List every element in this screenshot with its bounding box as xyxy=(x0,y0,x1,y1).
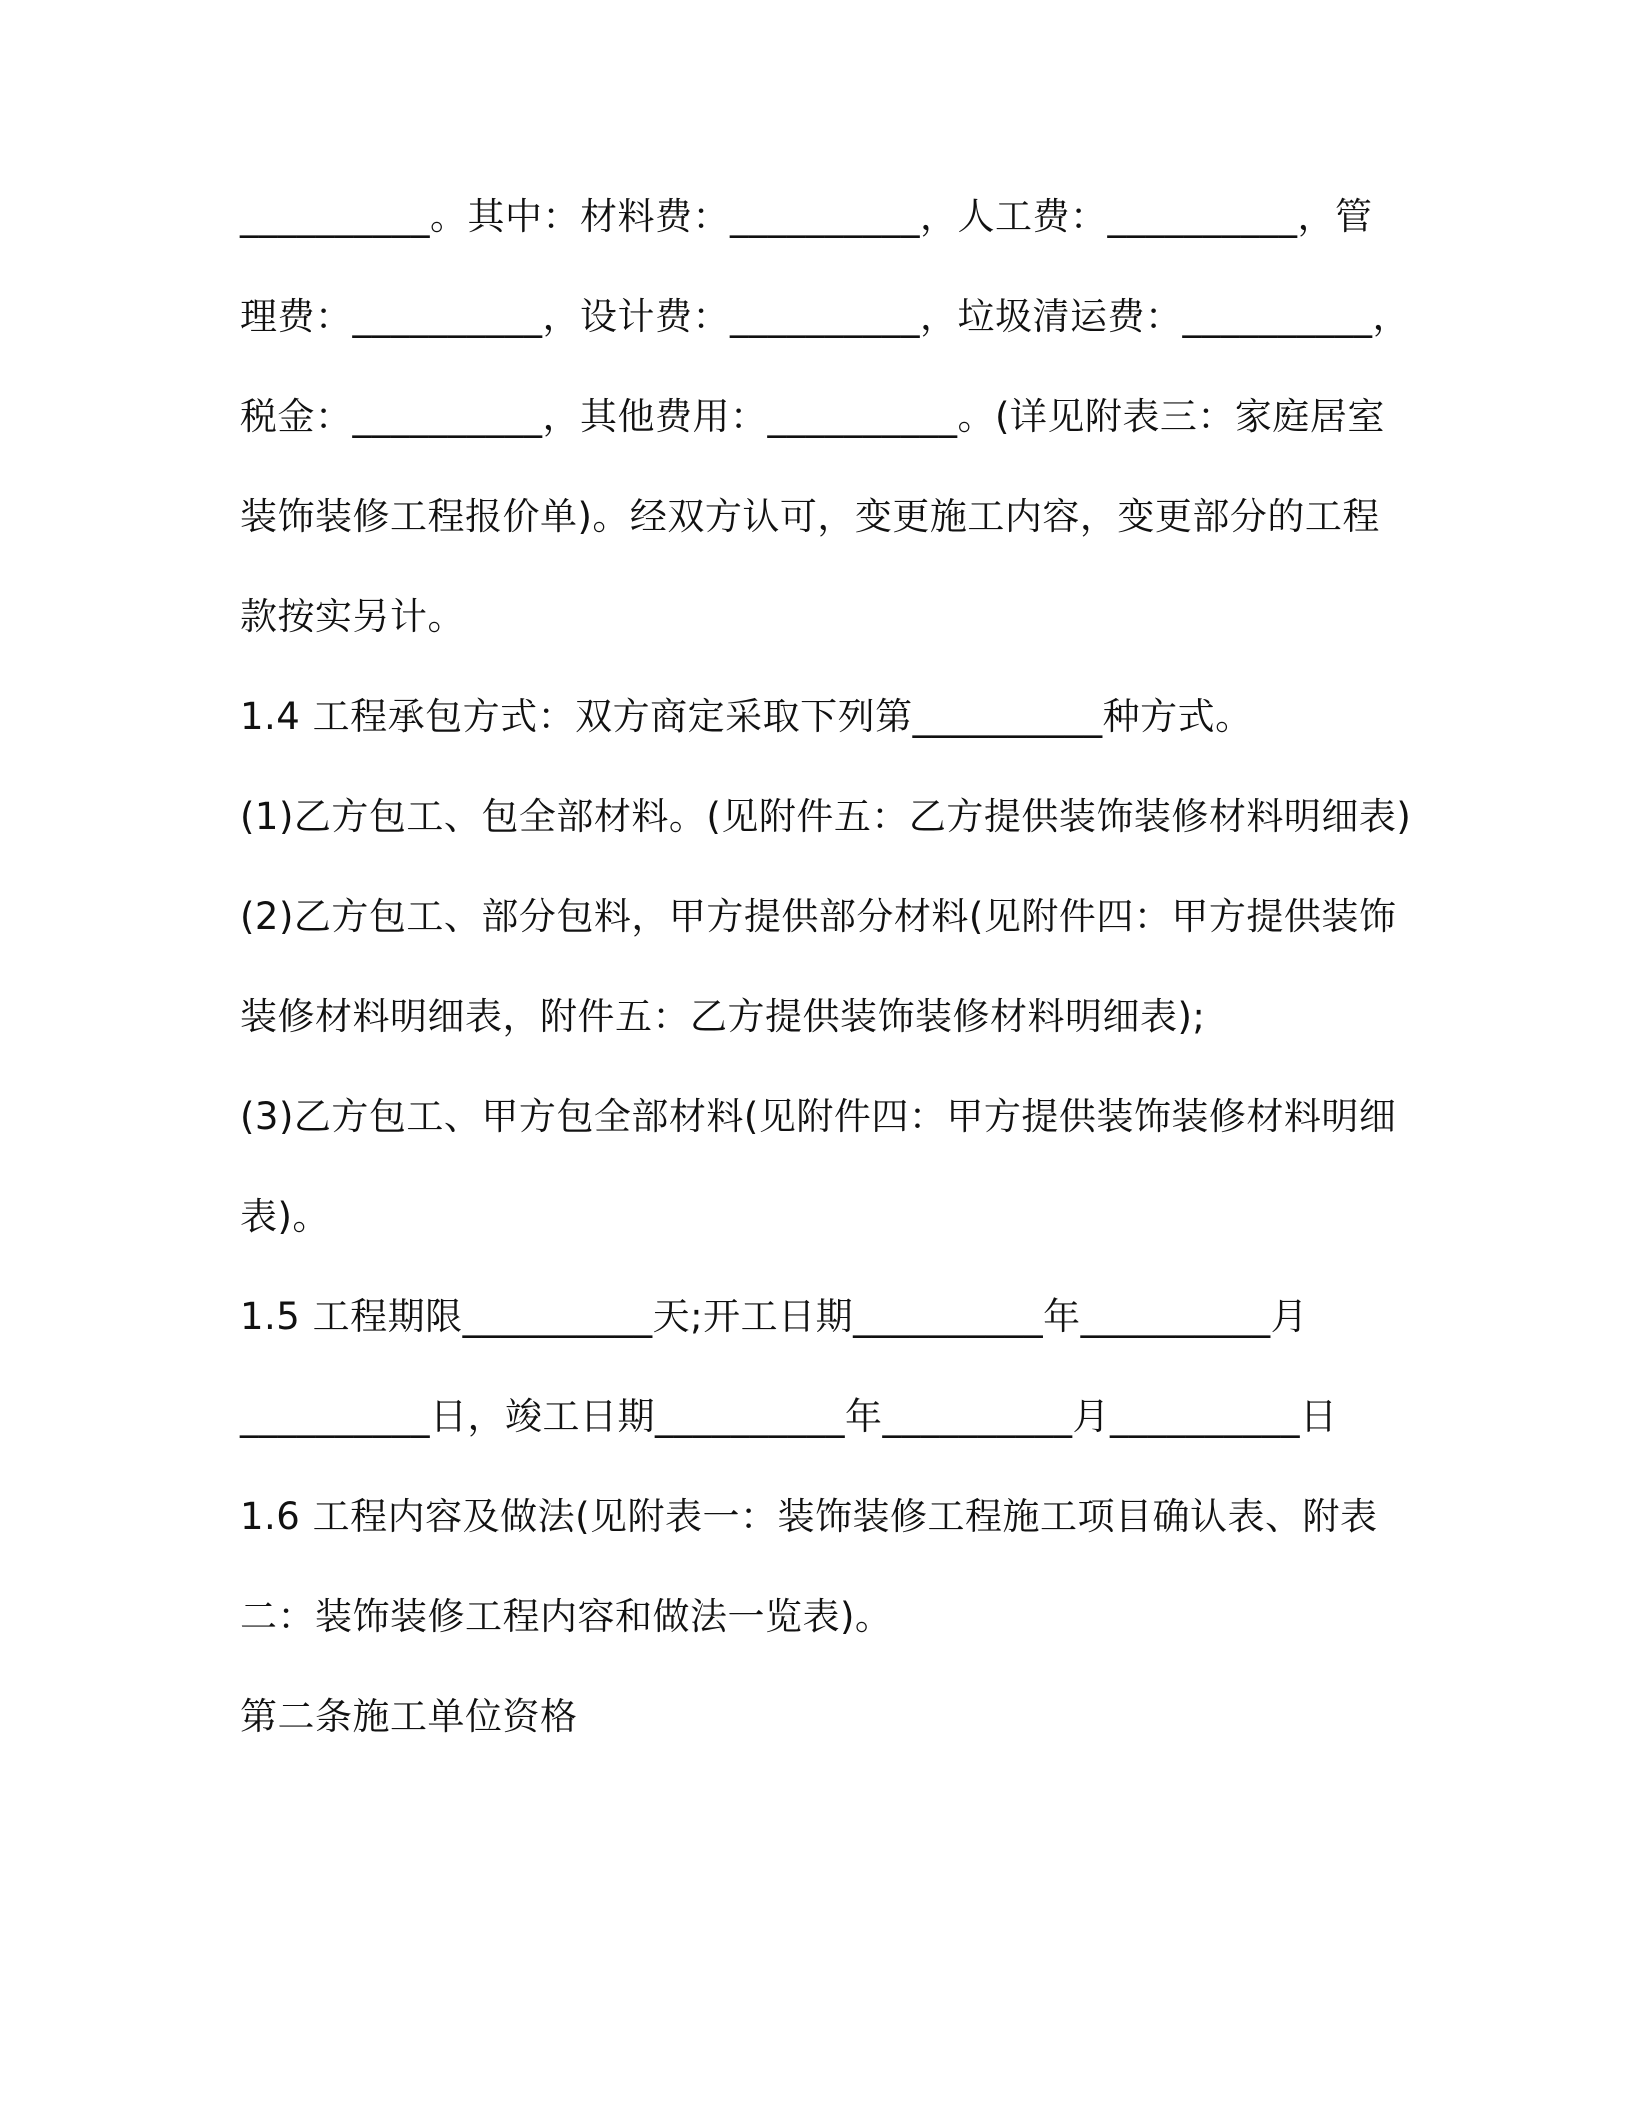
section-1-4-heading: 1.4 工程承包方式：双方商定采取下列第__________种方式。 xyxy=(240,695,1253,738)
option-1: (1)乙方包工、包全部材料。(见附件五：乙方提供装饰装修材料明细表) xyxy=(240,795,1412,838)
section-1-5-cont: __________日，竣工日期__________年__________月__________日 xyxy=(240,1395,1338,1438)
section-1-6-cont: 二：装饰装修工程内容和做法一览表)。 xyxy=(240,1595,893,1638)
section-1-6-heading: 1.6 工程内容及做法(见附表一：装饰装修工程施工项目确认表、附表 xyxy=(240,1495,1378,1538)
article-2-heading: 第二条施工单位资格 xyxy=(240,1695,578,1738)
section-1-5-heading: 1.5 工程期限__________天;开工日期__________年__________月 xyxy=(240,1295,1309,1338)
option-2-cont: 装修材料明细表，附件五：乙方提供装饰装修材料明细表); xyxy=(240,995,1206,1038)
text-line-quote: 装饰装修工程报价单)。经双方认可，变更施工内容，变更部分的工程 xyxy=(240,495,1380,538)
text-line-tax: 税金：__________，其他费用：__________。(详见附表三：家庭居室 xyxy=(240,395,1385,438)
option-3: (3)乙方包工、甲方包全部材料(见附件四：甲方提供装饰装修材料明细 xyxy=(240,1095,1397,1138)
text-line-cost-breakdown: __________。其中：材料费：__________，人工费：__________，管 xyxy=(240,195,1373,238)
option-2: (2)乙方包工、部分包料，甲方提供部分材料(见附件四：甲方提供装饰 xyxy=(240,895,1397,938)
text-line-fees: 理费：__________，设计费：__________，垃圾清运费：__________， xyxy=(240,295,1410,338)
text-line-extra: 款按实另计。 xyxy=(240,595,465,638)
option-3-cont: 表)。 xyxy=(240,1195,330,1238)
